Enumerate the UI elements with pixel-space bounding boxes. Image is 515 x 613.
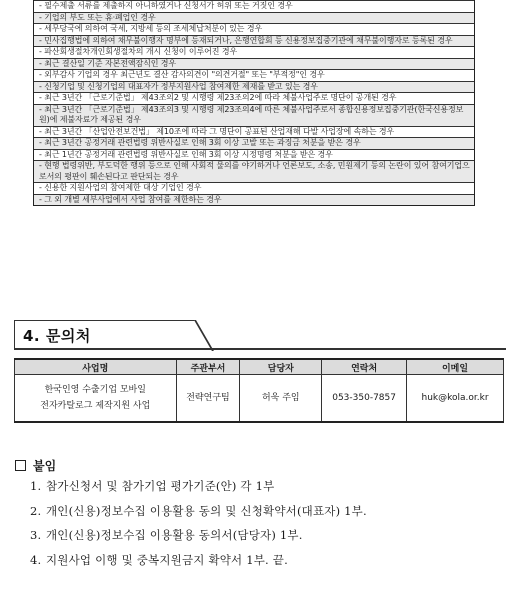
- exclusion-item: - 파산회생절차개인회생절차의 개시 신청이 이루어진 경우: [34, 46, 474, 58]
- exclusion-item: - 최근 결산일 기준 자본전액잠식인 경우: [34, 58, 474, 70]
- exclusion-criteria-box: [33, 0, 475, 206]
- exclusion-item: - 외부감사 기업의 경우 최근년도 결산 감사의견이 "의견거절" 또는 "부적정"인 경우: [34, 69, 474, 81]
- list-item: [30, 527, 367, 552]
- exclusion-item: - 세무당국에 의하여 국세, 지방세 등의 조세체납처분이 있는 경우: [34, 23, 474, 35]
- exclusion-item: - 최근 3년간 「근로기준법」 제43조의2 및 시행령 제23조의2에 따라 체불사업주로 명단이 공개된 경우: [34, 92, 474, 104]
- exclusion-item: - 그 외 개별 세부사업에서 사업 참여를 제한하는 경우: [34, 194, 474, 206]
- exclusion-item: - 신용한 지원사업의 참여제한 대상 기업인 경우: [34, 182, 474, 194]
- item-text: 참가신청서 및 참가기업 평가기준(안) 각 1부: [46, 479, 275, 493]
- item-number: 4.: [30, 552, 42, 567]
- header-manager: 담당자: [240, 359, 322, 375]
- exclusion-item: - 최근 3년간 「근로기준법」 제43조의3 및 시행령 제23조의4에 따른 체불사업주로서 종합신용정보집중기관(한국신용정보원)에 제불자료가 제공된 경우: [34, 104, 474, 126]
- item-text: 개인(신용)정보수집 이용활용 동의서(담당자) 1부.: [46, 528, 303, 542]
- exclusion-item: - 최근 3년간 「산업안전보건법」 제10조에 따라 그 명단이 공표된 산업재해 다발 사업장에 속하는 경우: [34, 126, 474, 138]
- item-number: 3.: [30, 528, 42, 542]
- attachments-heading-label: 붙임: [33, 459, 57, 473]
- section-underline: [14, 348, 506, 350]
- attachments-heading: [15, 457, 56, 474]
- section-title: 4. 문의처: [23, 327, 91, 345]
- exclusion-item: - 필수제출 서류를 제출하지 아니하였거나 신청서가 허위 또는 거짓인 경우: [34, 0, 474, 12]
- checkbox-square-icon: [15, 460, 26, 471]
- list-item: [30, 552, 367, 577]
- list-item: [30, 503, 367, 528]
- cell-manager: 허욱 주임: [240, 375, 322, 423]
- item-number: 2.: [30, 503, 42, 518]
- exclusion-item: - 최근 1년간 공정거래 관련법령 위반사실로 인해 3회 이상 시정명령 처분을 받은 경우: [34, 149, 474, 161]
- table-row: [15, 375, 504, 423]
- list-item: [30, 478, 367, 503]
- cell-email: huk@kola.or.kr: [407, 375, 504, 423]
- item-number: 1.: [30, 479, 42, 493]
- project-name-line: 한국인영 수출기업 모바일: [44, 385, 146, 395]
- exclusion-item: - 최근 3년간 공정거래 관련법령 위반사실로 인해 3회 이상 고발 또는 과징금 처분을 받은 경우: [34, 137, 474, 149]
- header-email: 이메일: [407, 359, 504, 375]
- cell-phone: 053-350-7857: [322, 375, 407, 423]
- header-project: 사업명: [15, 359, 177, 375]
- cell-department: 전략연구팀: [176, 375, 240, 423]
- project-name-line: 전자카탈로그 제작지원 사업: [40, 401, 151, 411]
- exclusion-item: - 신청기업 및 신청기업의 대표자가 정부지원사업 참여제한 제재를 받고 있는 경우: [34, 81, 474, 93]
- section-header: [14, 320, 506, 350]
- cell-project: [15, 375, 177, 423]
- attachments-list: [30, 478, 367, 576]
- exclusion-item: - 현행 법령위반, 부도덕한 행위 등으로 인해 사회적 물의를 야기하거나 언론보도, 소송, 민원제기 등의 논란이 있어 참여기업으로서의 평판이 훼손된다고 판단되는 경우: [34, 160, 474, 182]
- table-header-row: [15, 359, 504, 375]
- header-department: 주관부서: [176, 359, 240, 375]
- contact-table: [14, 358, 504, 423]
- exclusion-item: - 민사집행법에 의하여 채무불이행자 명부에 등재되거나, 은행연합회 등 신용정보집중기관에 채무불이행자로 등록된 경우: [34, 35, 474, 47]
- item-text: 개인(신용)정보수집 이용활용 동의 및 신청확약서(대표자) 1부.: [46, 503, 367, 518]
- exclusion-item: - 기업의 부도 또는 휴·폐업인 경우: [34, 12, 474, 24]
- item-text: 지원사업 이행 및 중복지원금지 확약서 1부. 끝.: [46, 552, 288, 567]
- header-phone: 연락처: [322, 359, 407, 375]
